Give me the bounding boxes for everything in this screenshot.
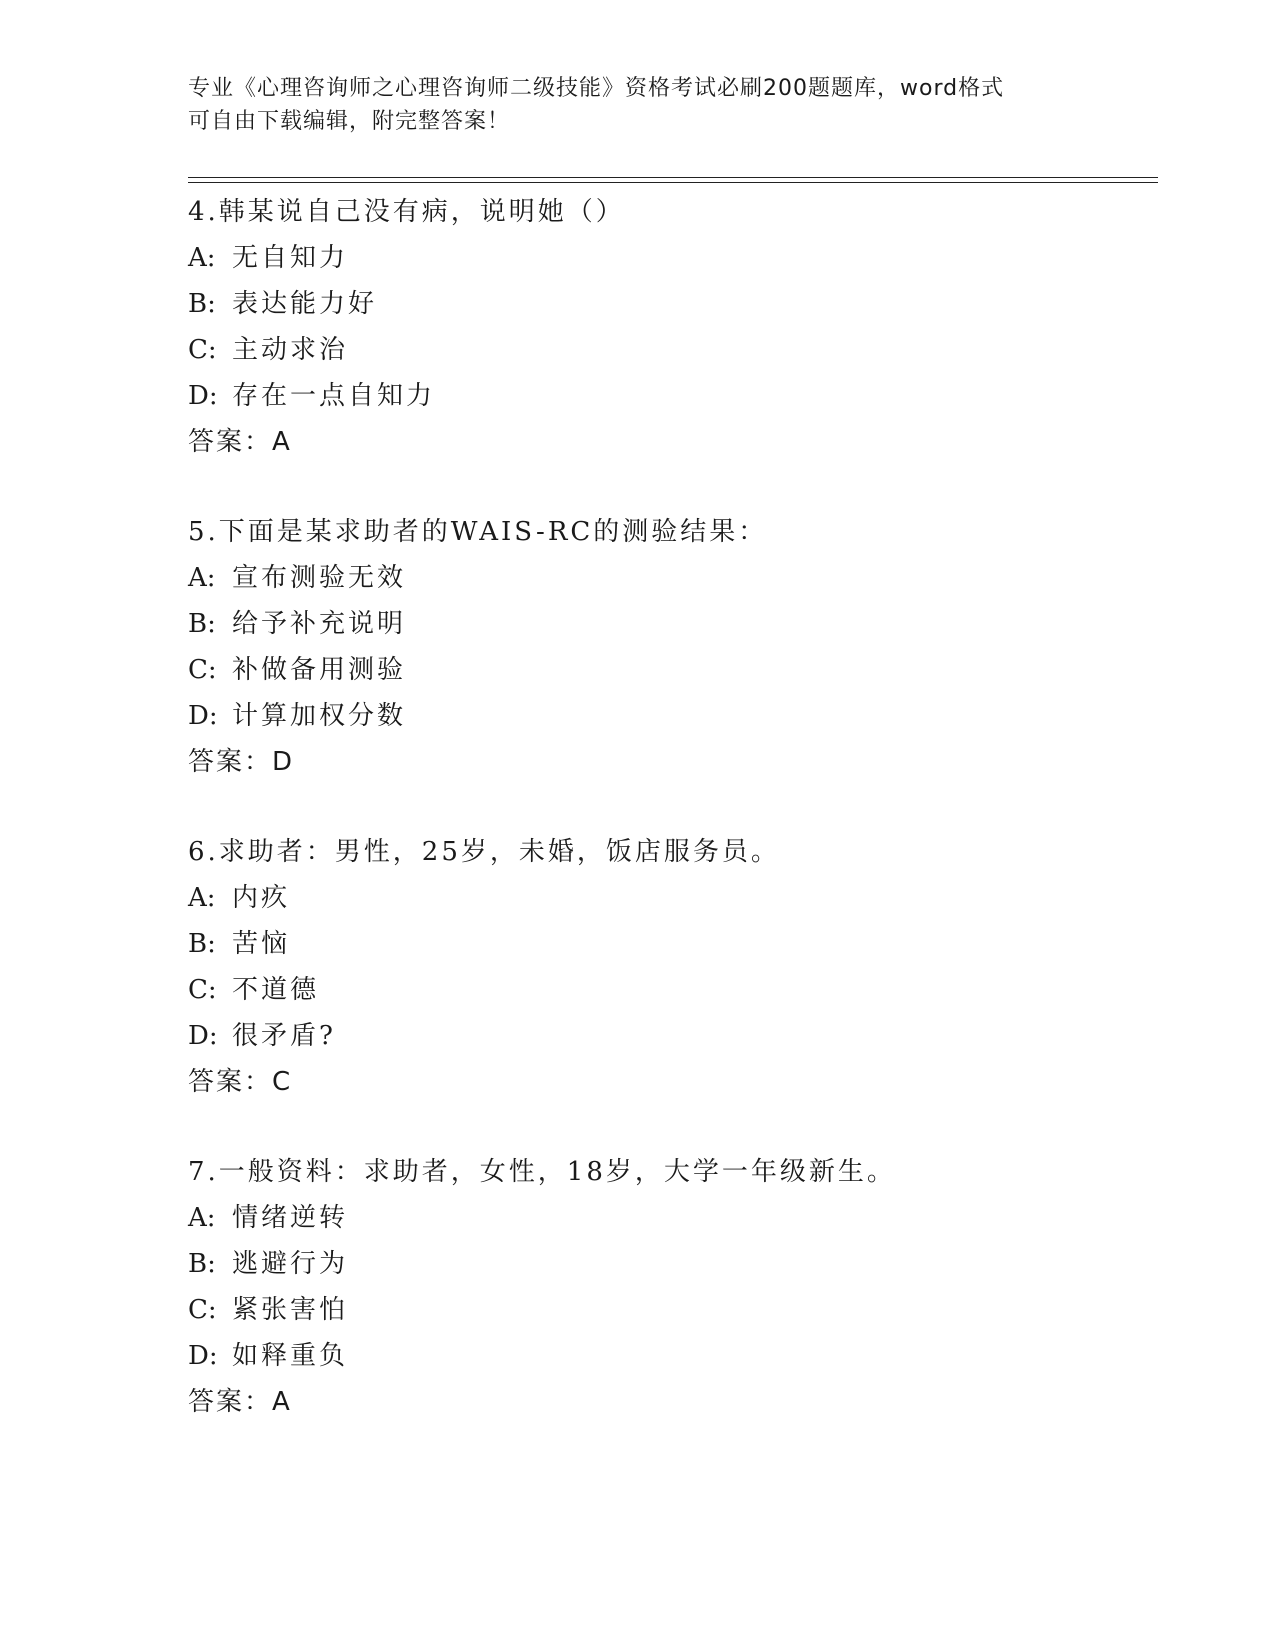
question-stem: 4.韩某说自己没有病，说明她（） — [188, 197, 625, 227]
answer-line: 答案：A — [188, 1387, 292, 1417]
option-key: B: — [188, 289, 216, 319]
option-key: A: — [188, 1203, 216, 1233]
option-text: 无自知力 — [232, 243, 349, 273]
option-a — [188, 555, 1148, 601]
option-key: A: — [188, 883, 216, 913]
option-c — [188, 327, 1148, 373]
option-text: 情绪逆转 — [232, 1203, 349, 1233]
option-text: 存在一点自知力 — [232, 381, 436, 411]
option-text: 内疚 — [232, 883, 291, 913]
option-d — [188, 693, 1148, 739]
option-key: B: — [188, 609, 216, 639]
header-line-1: 专业《心理咨询师之心理咨询师二级技能》资格考试必刷200题题库，word格式 — [188, 76, 1005, 101]
option-text: 补做备用测验 — [232, 655, 407, 685]
option-key: C: — [188, 1295, 217, 1325]
header-line-2: 可自由下载编辑，附完整答案！ — [188, 109, 511, 134]
option-key: D: — [188, 1341, 218, 1371]
option-key: D: — [188, 701, 218, 731]
option-text: 逃避行为 — [232, 1249, 349, 1279]
option-d — [188, 1333, 1148, 1379]
header-divider-top — [188, 177, 1158, 178]
option-text: 计算加权分数 — [232, 701, 407, 731]
option-d — [188, 1013, 1148, 1059]
option-key: C: — [188, 975, 217, 1005]
option-key: D: — [188, 1021, 218, 1051]
option-text: 紧张害怕 — [232, 1295, 349, 1325]
option-b — [188, 281, 1148, 327]
question-block — [188, 509, 1148, 785]
option-a — [188, 875, 1148, 921]
question-stem: 6.求助者：男性，25岁，未婚，饭店服务员。 — [188, 837, 780, 867]
option-text: 不道德 — [232, 975, 320, 1005]
option-text: 表达能力好 — [232, 289, 378, 319]
option-text: 如释重负 — [232, 1341, 349, 1371]
option-text: 苦恼 — [232, 929, 291, 959]
option-c — [188, 647, 1148, 693]
option-text: 给予补充说明 — [232, 609, 407, 639]
option-text: 主动求治 — [232, 335, 349, 365]
option-key: A: — [188, 563, 216, 593]
header-divider-bottom — [188, 182, 1158, 183]
option-b — [188, 601, 1148, 647]
option-text: 很矛盾? — [232, 1021, 336, 1051]
option-d — [188, 373, 1148, 419]
option-a — [188, 1195, 1148, 1241]
option-key: A: — [188, 243, 216, 273]
answer-line: 答案：A — [188, 427, 292, 457]
option-key: C: — [188, 335, 217, 365]
answer-line: 答案：D — [188, 747, 295, 777]
question-block — [188, 189, 1148, 465]
option-text: 宣布测验无效 — [232, 563, 407, 593]
option-key: C: — [188, 655, 217, 685]
question-block — [188, 829, 1148, 1105]
option-c — [188, 1287, 1148, 1333]
document-header — [188, 72, 1088, 138]
option-b — [188, 1241, 1148, 1287]
question-stem: 5.下面是某求助者的WAIS-RC的测验结果： — [188, 517, 768, 547]
option-key: B: — [188, 1249, 216, 1279]
option-key: D: — [188, 381, 218, 411]
option-key: B: — [188, 929, 216, 959]
question-stem: 7.一般资料：求助者，女性，18岁，大学一年级新生。 — [188, 1157, 896, 1187]
option-a — [188, 235, 1148, 281]
answer-line: 答案：C — [188, 1067, 293, 1097]
question-block — [188, 1149, 1148, 1425]
option-c — [188, 967, 1148, 1013]
option-b — [188, 921, 1148, 967]
